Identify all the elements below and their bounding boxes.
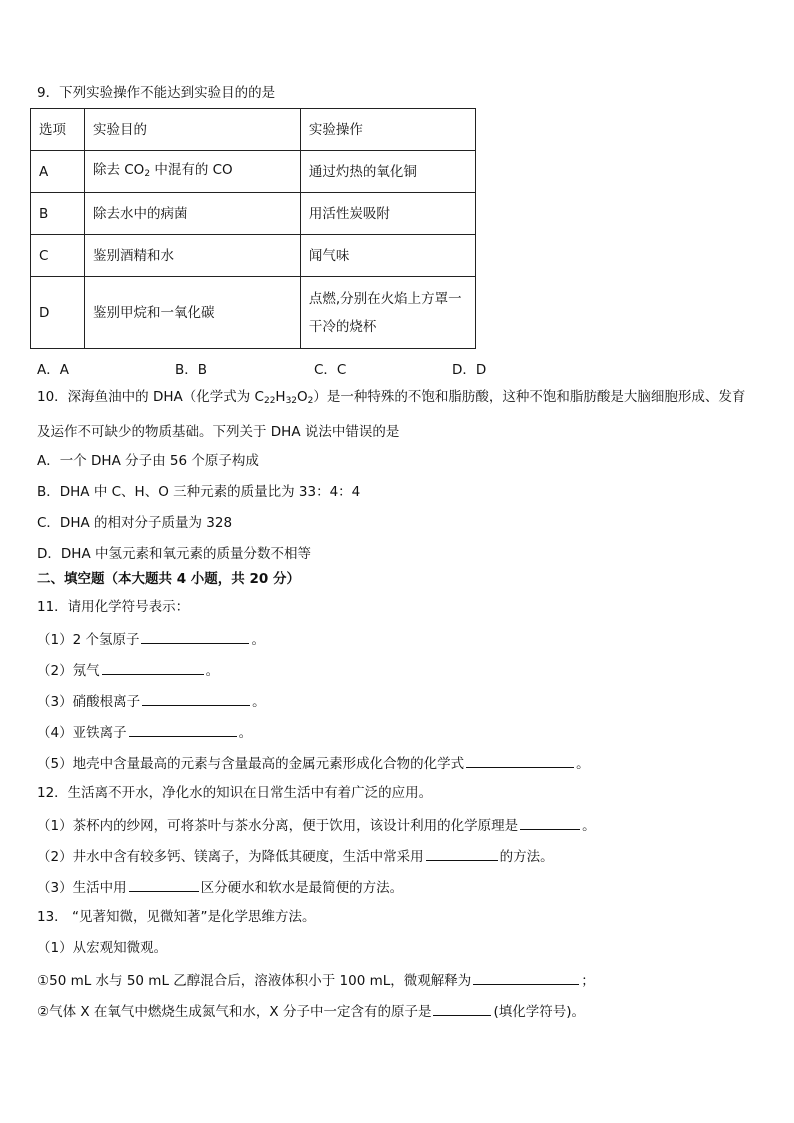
table-row: [31, 235, 476, 277]
question-12-item-2: （2）井水中含有较多钙、镁离子，为降低其硬度，生活中常采用 的方法。: [37, 846, 554, 866]
question-10-option-b: B．DHA 中 C、H、O 三种元素的质量比为 33：4：4: [37, 484, 361, 500]
row-option: C: [31, 235, 85, 277]
question-11-item-2: （2）氖气 。: [37, 660, 219, 680]
row-option: A: [31, 151, 85, 193]
question-11-item-5: （5）地壳中含量最高的元素与含量最高的金属元素形成化合物的化学式 。: [37, 753, 590, 773]
row-operation: 用活性炭吸附: [300, 193, 475, 235]
question-10-option-a: A．一个 DHA 分子由 56 个原子构成: [37, 453, 259, 469]
question-13-item-1: ①50 mL 水与 50 mL 乙醇混合后，溶液体积小于 100 mL，微观解释为 ；: [37, 970, 595, 990]
question-13-item-2: ②气体 X 在氧气中燃烧生成氮气和水，X 分子中一定含有的原子是 (填化学符号)。: [37, 1001, 585, 1021]
question-12-item-3: （3）生活中用 区分硬水和软水是最简便的方法。: [37, 877, 403, 897]
answer-blank[interactable]: [466, 753, 574, 768]
answer-blank[interactable]: [142, 691, 250, 706]
row-operation: 通过灼热的氧化铜: [300, 151, 475, 193]
row-option: D: [31, 277, 85, 349]
question-12-stem: 12．生活离不开水，净化水的知识在日常生活中有着广泛的应用。: [37, 785, 433, 801]
section-heading: 二、填空题（本大题共 4 小题，共 20 分）: [37, 571, 300, 587]
question-9-choices: [37, 358, 557, 376]
question-10-stem: 10．深海鱼油中的 DHA（化学式为 $C_{22}H_{32}O_2$）是一种特殊的不饱和脂肪酸，这种不饱和脂肪酸是大脑细胞形成、发育及运作不可缺少的物质基础。下列关于 DHA 说法中错误的是: [37, 389, 746, 440]
row-goal: 鉴别甲烷和一氧化碳: [84, 277, 300, 349]
choice-c: C．C: [314, 362, 347, 378]
header-operation: 实验操作: [300, 109, 475, 151]
question-11-item-1: （1）2 个氢原子 。: [37, 629, 265, 649]
question-11-item-4: （4）亚铁离子 。: [37, 722, 252, 742]
row-goal: 鉴别酒精和水: [84, 235, 300, 277]
row-operation: 点燃,分别在火焰上方罩一 干冷的烧杯: [300, 277, 475, 349]
question-10-option-d: D．DHA 中氢元素和氧元素的质量分数不相等: [37, 546, 311, 562]
table-row: [31, 151, 476, 193]
table-row: [31, 193, 476, 235]
question-10-option-c: C．DHA 的相对分子质量为 328: [37, 515, 233, 531]
choice-b: B．B: [175, 362, 208, 378]
row-option: B: [31, 193, 85, 235]
answer-blank[interactable]: [433, 1001, 491, 1016]
answer-blank[interactable]: [129, 722, 237, 737]
row-operation: 闻气味: [300, 235, 475, 277]
answer-blank[interactable]: [520, 815, 580, 830]
choice-a: A．A: [37, 362, 69, 378]
answer-blank[interactable]: [473, 970, 579, 985]
question-12-item-1: （1）茶杯内的纱网，可将茶叶与茶水分离，便于饮用，该设计利用的化学原理是 。: [37, 815, 596, 835]
question-11-stem: 11．请用化学符号表示：: [37, 599, 190, 615]
answer-blank[interactable]: [141, 629, 249, 644]
question-9-stem: 9．下列实验操作不能达到实验目的的是: [37, 85, 276, 101]
experiment-table: [30, 108, 476, 349]
answer-blank[interactable]: [129, 877, 199, 892]
table-row: [31, 277, 476, 349]
header-option: 选项: [31, 109, 85, 151]
answer-blank[interactable]: [426, 846, 498, 861]
header-goal: 实验目的: [84, 109, 300, 151]
answer-blank[interactable]: [102, 660, 204, 675]
question-13-stem: 13． “见著知微，见微知著”是化学思维方法。: [37, 909, 316, 925]
row-goal: 除去 $CO_2$ 中混有的 CO: [84, 151, 300, 193]
row-goal: 除去水中的病菌: [84, 193, 300, 235]
table-header-row: [31, 109, 476, 151]
question-13-sub-1: （1）从宏观知微观。: [37, 940, 168, 956]
choice-d: D．D: [452, 362, 487, 378]
question-11-item-3: （3）硝酸根离子 。: [37, 691, 266, 711]
